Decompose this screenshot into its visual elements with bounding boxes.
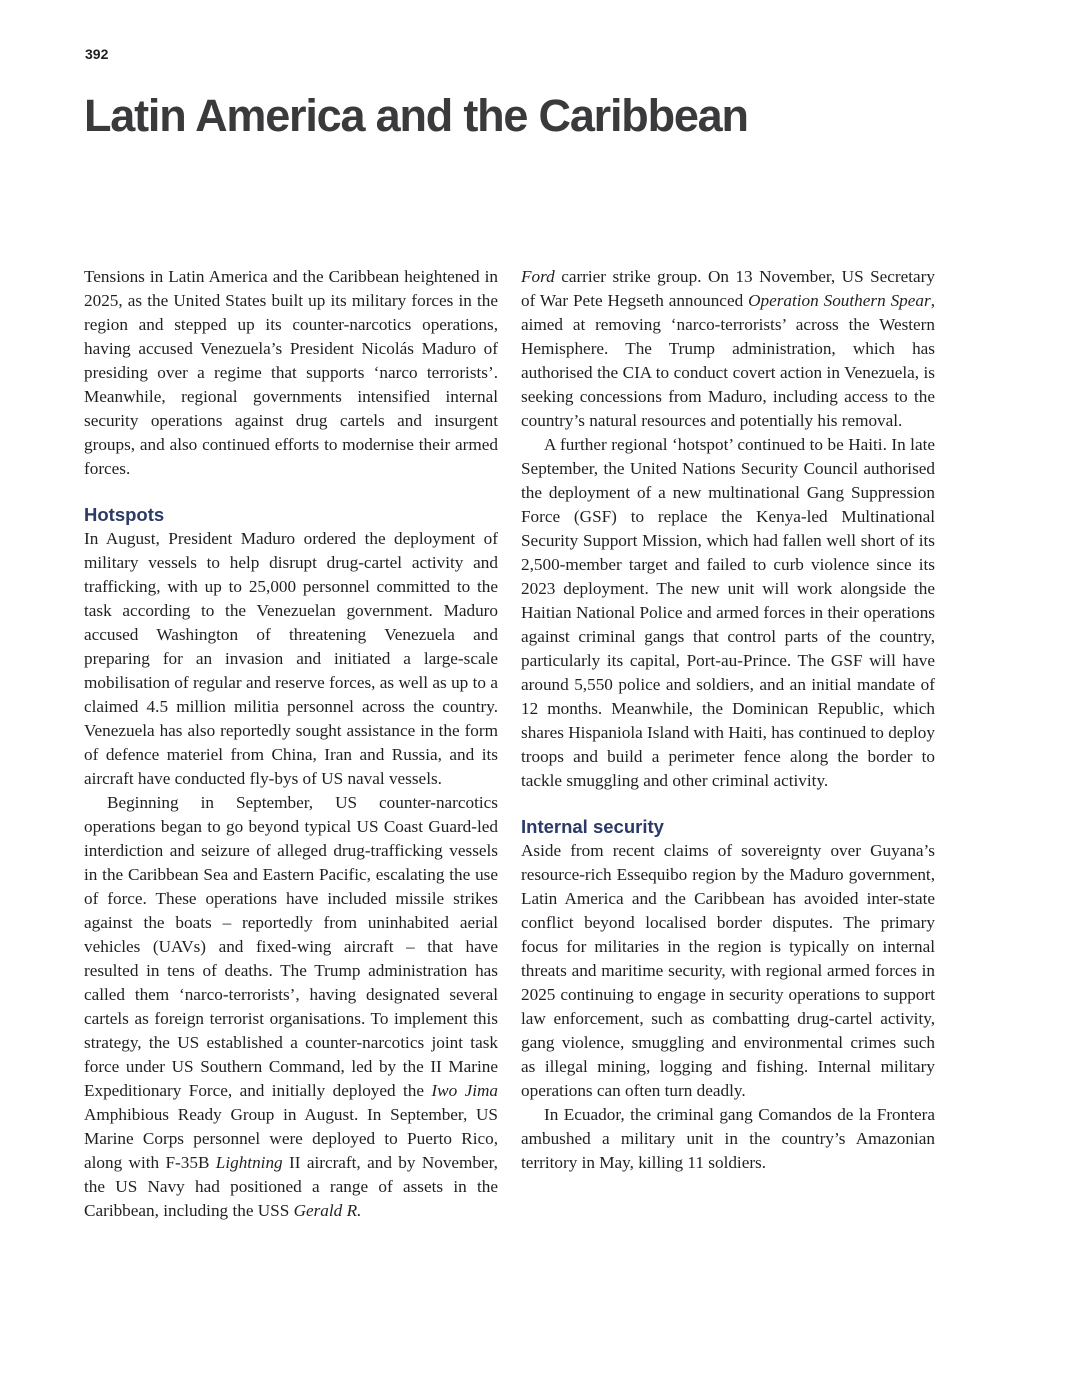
hotspots-heading: Hotspots [84,504,165,525]
text-run: II aircraft, and by November, the US Navy had positioned a range of assets in the Caribbean, including the USS [84,1153,498,1220]
text-run: , aimed at removing ‘narco-terrorists’ across the Western Hemisphere. The Trump administration, which has authorised the CIA to conduct covert action in Venezuela, is seeking concessions from Maduro, including access to the country’s natural resources and potentially his removal. [521,291,935,430]
left-column [84,265,498,1223]
ship-name-italic: Iwo Jima [431,1081,498,1100]
internal-security-heading: Internal security [521,816,664,837]
hotspots-paragraph-2 [84,791,498,1223]
ship-name-italic: Ford [521,267,555,286]
hotspots-paragraph-1: In August, President Maduro ordered the deployment of military vessels to help disrupt drug-cartel activity and trafficking, with up to 25,000 personnel committed to the task according to the Venezuelan government. Maduro accused Washington of threatening Venezuela and preparing for an invasion and initiated a large-scale mobilisation of regular and reserve forces, as well as up to a claimed 4.5 million militia personnel across the country. Venezuela has also reportedly sought assistance in the form of defence materiel from China, Iran and Russia, and its aircraft have conducted fly-bys of US naval vessels. [84,529,498,788]
ship-name-italic: Gerald R. [293,1201,362,1220]
haiti-paragraph: A further regional ‘hotspot’ continued to be Haiti. In late September, the United Nations Security Council authorised the deployment of a new multinational Gang Suppression Force (GSF) to replace the Kenya-led Multinational Security Support Mission, which had fallen well short of its 2,500-member target and failed to curb violence since its 2023 deployment. The new unit will work alongside the Haitian National Police and armed forces in their operations against criminal gangs that control parts of the country, particularly its capital, Port-au-Prince. The GSF will have around 5,550 police and soldiers, and an initial mandate of 12 months. Meanwhile, the Dominican Republic, which shares Hispaniola Island with Haiti, has continued to deploy troops and build a perimeter fence along the border to tackle smuggling and other criminal activity. [521,435,935,790]
intro-paragraph: Tensions in Latin America and the Caribbean heightened in 2025, as the United States built up its military forces in the region and stepped up its counter-narcotics operations, having accused Venezuela’s President Nicolás Maduro of presiding over a regime that supports ‘narco terrorists’. Meanwhile, regional governments intensified internal security operations against drug cartels and insurgent groups, and also continued efforts to modernise their armed forces. [84,267,498,478]
page-title: Latin America and the Caribbean [84,90,748,141]
internal-security-paragraph-1: Aside from recent claims of sovereignty over Guyana’s resource-rich Essequibo region by the Maduro government, Latin America and the Caribbean has avoided inter-state conflict beyond localised border disputes. The primary focus for militaries in the region is typically on internal threats and maritime security, with regional armed forces in 2025 continuing to engage in security operations to support law enforcement, such as combatting drug-cartel activity, gang violence, smuggling and environmental crimes such as illegal mining, logging and fishing. Internal military operations can often turn deadly. [521,841,935,1100]
aircraft-name-italic: Lightning [215,1153,283,1172]
internal-security-paragraph-2: In Ecuador, the criminal gang Comandos de la Frontera ambushed a military unit in the country’s Amazonian territory in May, killing 11 soldiers. [521,1105,935,1172]
page-number: 392 [85,46,109,62]
text-run: Amphibious Ready Group in August. In September, US Marine Corps personnel were deployed to Puerto Rico, along with F-35B [84,1105,498,1172]
text-run: carrier strike group. On 13 November, US Secretary of War Pete Hegseth announced [521,267,935,310]
operation-name-italic: Operation Southern Spear [748,291,931,310]
continued-paragraph [521,265,935,433]
right-column [521,265,935,1175]
text-run: Beginning in September, US counter-narcotics operations began to go beyond typical US Coast Guard-led interdiction and seizure of alleged drug-trafficking vessels in the Caribbean Sea and Eastern Pacific, escalating the use of force. These operations have included missile strikes against the boats – reportedly from uninhabited aerial vehicles (UAVs) and fixed-wing aircraft – that have resulted in tens of deaths. The Trump administration has called them ‘narco-terrorists’, having designated several cartels as foreign terrorist organisations. To implement this strategy, the US established a counter-narcotics joint task force under US Southern Command, led by the II Marine Expeditionary Force, and initially deployed the [84,793,498,1100]
